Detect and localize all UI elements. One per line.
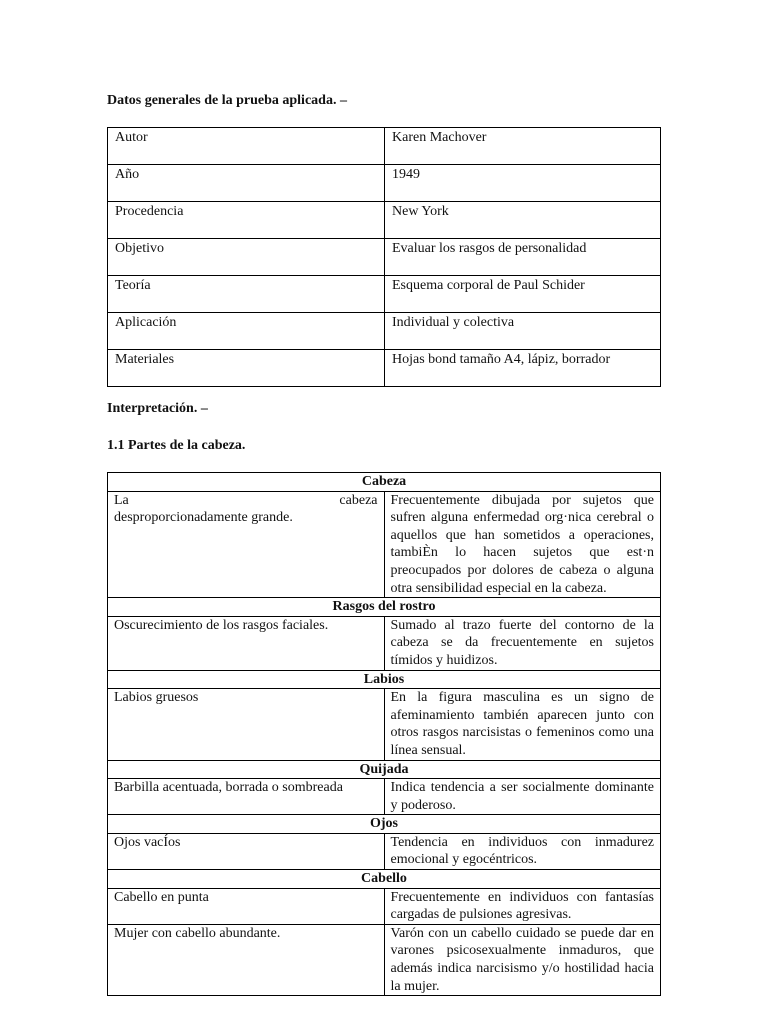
feature-cell — [108, 491, 385, 598]
section-header-row — [108, 815, 661, 834]
table-row — [108, 202, 661, 239]
feature-cell: Cabello en punta — [108, 888, 385, 924]
value-cell: New York — [385, 202, 661, 239]
table-row — [108, 779, 661, 815]
heading-partes-cabeza: 1.1 Partes de la cabeza. — [107, 438, 246, 453]
feature-cell: Oscurecimiento de los rasgos faciales. — [108, 616, 385, 670]
label-cell: Materiales — [108, 350, 385, 387]
feature-word: cabeza — [339, 492, 378, 508]
interpretation-cell: Frecuentemente dibujada por sujetos que sufren alguna enfermedad org·nica cerebral o aquellos que han sometidos a operaciones, tambiÈn lo hacen sujetos que est·n preocupados por dolores de cabeza o alguna otra sensibilidad especial en la cabeza. — [384, 491, 661, 598]
interpretation-cell: Indica tendencia a ser socialmente dominante y poderoso. — [384, 779, 661, 815]
interpretation-cell: Varón con un cabello cuidado se puede dar en varones psicosexualmente inmaduros, que además indica narcisismo y/o hostilidad hacia la mujer. — [384, 924, 661, 995]
table-row — [108, 128, 661, 165]
heading-datos-generales: Datos generales de la prueba aplicada. – — [107, 93, 347, 108]
section-title-cabello: Cabello — [108, 870, 661, 889]
feature-first-line — [114, 492, 378, 510]
value-cell: Hojas bond tamaño A4, lápiz, borrador — [385, 350, 661, 387]
section-title-ojos: Ojos — [108, 815, 661, 834]
table-row — [108, 833, 661, 869]
section-header-row — [108, 760, 661, 779]
section-title-quijada: Quijada — [108, 760, 661, 779]
interpretation-cell: Sumado al trazo fuerte del contorno de la cabeza se da frecuentemente en sujetos tímidos y huidizos. — [384, 616, 661, 670]
feature-rest: desproporcionadamente grande. — [114, 510, 293, 526]
table-row — [108, 924, 661, 995]
label-cell: Autor — [108, 128, 385, 165]
value-cell: 1949 — [385, 165, 661, 202]
value-cell: Karen Machover — [385, 128, 661, 165]
table-row — [108, 616, 661, 670]
feature-cell: Barbilla acentuada, borrada o sombreada — [108, 779, 385, 815]
label-cell: Teoría — [108, 276, 385, 313]
table-row — [108, 313, 661, 350]
feature-word: La — [114, 492, 129, 508]
section-header-row — [108, 670, 661, 689]
table-row — [108, 239, 661, 276]
feature-cell: Mujer con cabello abundante. — [108, 924, 385, 995]
table-row — [108, 888, 661, 924]
interpretation-cell: Tendencia en individuos con inmadurez emocional y egocéntricos. — [384, 833, 661, 869]
datos-generales-table — [107, 127, 661, 387]
section-title-cabeza: Cabeza — [108, 473, 661, 492]
interpretation-cell: En la figura masculina es un signo de afeminamiento también aparecen junto con otros rasgos narcisistas o femeninos como una línea sensual. — [384, 689, 661, 760]
table-row — [108, 350, 661, 387]
feature-cell: Ojos vacÍos — [108, 833, 385, 869]
interpretacion-table — [107, 472, 661, 996]
heading-interpretacion: Interpretación. – — [107, 401, 208, 416]
value-cell: Individual y colectiva — [385, 313, 661, 350]
label-cell: Año — [108, 165, 385, 202]
table-row — [108, 165, 661, 202]
section-header-row — [108, 870, 661, 889]
value-cell: Esquema corporal de Paul Schider — [385, 276, 661, 313]
table-row — [108, 689, 661, 760]
table-row — [108, 276, 661, 313]
label-cell: Procedencia — [108, 202, 385, 239]
section-title-labios: Labios — [108, 670, 661, 689]
table-row — [108, 491, 661, 598]
label-cell: Objetivo — [108, 239, 385, 276]
interpretation-cell: Frecuentemente en individuos con fantasías cargadas de pulsiones agresivas. — [384, 888, 661, 924]
section-title-rostro: Rasgos del rostro — [108, 598, 661, 617]
value-cell: Evaluar los rasgos de personalidad — [385, 239, 661, 276]
feature-cell: Labios gruesos — [108, 689, 385, 760]
section-header-row — [108, 598, 661, 617]
label-cell: Aplicación — [108, 313, 385, 350]
section-header-row — [108, 473, 661, 492]
